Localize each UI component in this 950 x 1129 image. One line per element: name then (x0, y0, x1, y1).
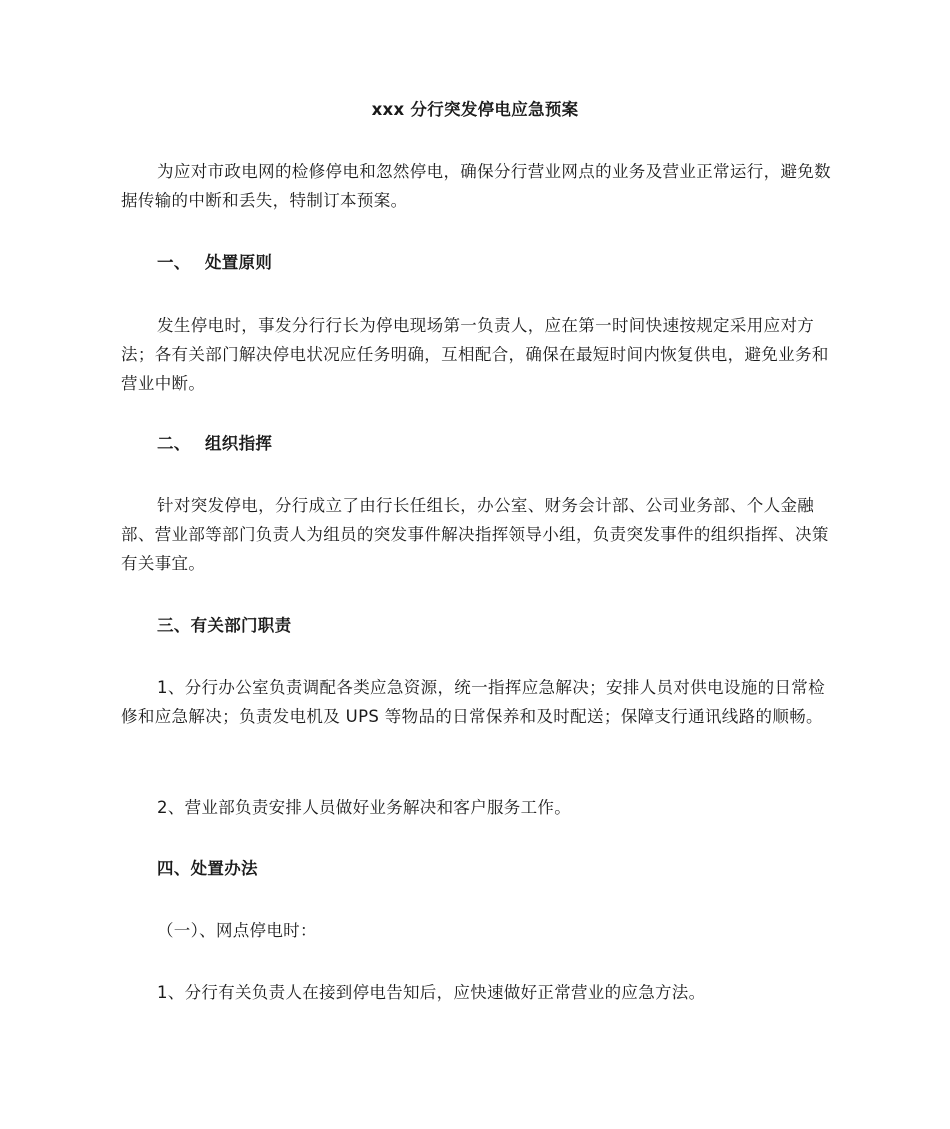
intro-paragraph: 为应对市政电网的检修停电和忽然停电，确保分行营业网点的业务及营业正常运行，避免数据传输的中断和丢失，特制订本预案。 (121, 162, 831, 210)
section-2-heading (157, 432, 272, 456)
section-1-number: 一、 (157, 253, 191, 272)
section-2-body: 针对突发停电，分行成立了由行长任组长，办公室、财务会计部、公司业务部、个人金融部、营业部等部门负责人为组员的突发事件解决指挥领导小组，负责突发事件的组织指挥、决策有关事宜。 (121, 496, 829, 573)
document-title: xxx 分行突发停电应急预案 (371, 100, 579, 119)
section-4-item-1: 1、分行有关负责人在接到停电告知后，应快速做好正常营业的应急方法。 (157, 983, 706, 1002)
section-3-item-1: 1、分行办公室负责调配各类应急资源，统一指挥应急解决；安排人员对供电设施的日常检修和应急解决；负责发电机及 UPS 等物品的日常保养和及时配送；保障支行通讯线路的顺畅。 (121, 678, 825, 726)
section-3-item-2: 2、营业部负责安排人员做好业务解决和客户服务工作。 (157, 798, 571, 817)
section-1-title: 处置原则 (205, 253, 273, 272)
section-2-number: 二、 (157, 434, 191, 453)
section-1-heading (157, 251, 272, 275)
section-1-body: 发生停电时，事发分行行长为停电现场第一负责人，应在第一时间快速按规定采用应对方法；各有关部门解决停电状况应任务明确，互相配合，确保在最短时间内恢复供电，避免业务和营业中断。 (121, 316, 829, 393)
section-4-subheading: （一）、网点停电时： (157, 921, 317, 940)
section-2-title: 组织指挥 (205, 434, 273, 453)
section-3-heading: 三、有关部门职责 (157, 616, 292, 635)
section-4-heading: 四、处置办法 (157, 859, 258, 878)
